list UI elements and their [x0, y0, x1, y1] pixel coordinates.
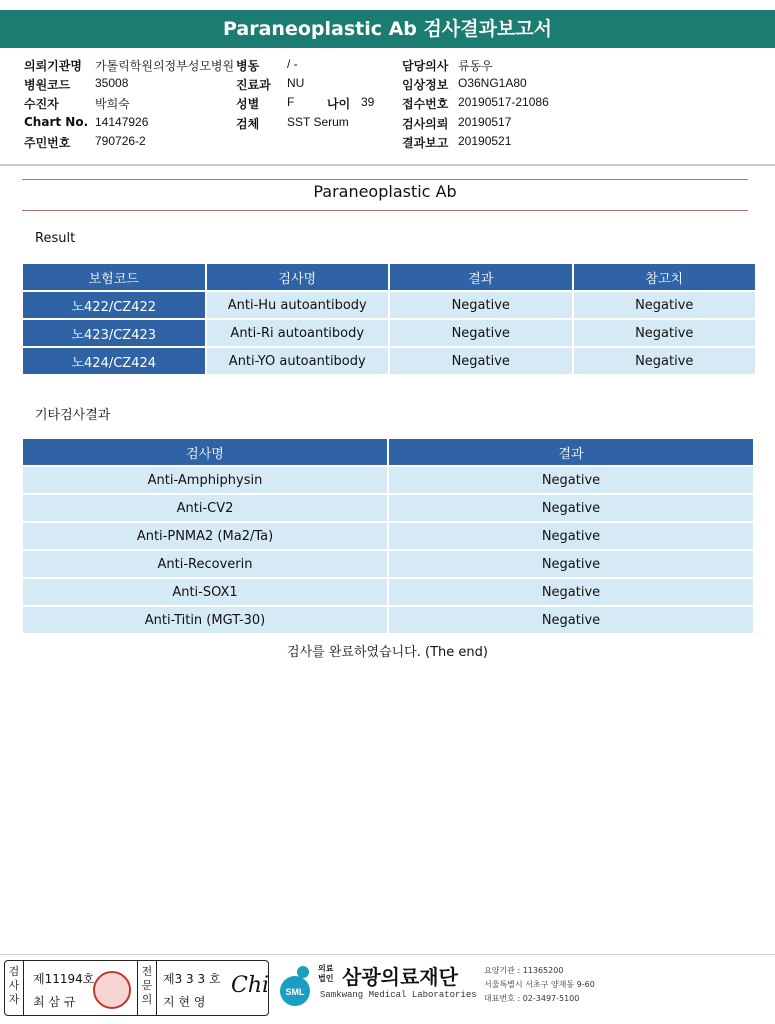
- report-date-label: 결과보고: [402, 136, 449, 150]
- specimen-value: SST Serum: [287, 115, 349, 129]
- tester-license: 제11194호: [33, 972, 95, 986]
- ward-label: 병동: [236, 59, 260, 73]
- other-table: [21, 437, 755, 635]
- test-name: Anti-PNMA2 (Ma2/Ta): [23, 523, 387, 549]
- sex-value: F: [287, 95, 295, 109]
- specialist-label: 전문의: [141, 965, 153, 1006]
- request-value: 20190517: [458, 115, 512, 129]
- sml-logo-icon: [276, 964, 314, 1008]
- col-result: 결과: [389, 439, 753, 465]
- table-row: [23, 551, 753, 577]
- dept-value: NU: [287, 76, 305, 90]
- test-result: Negative: [389, 495, 753, 521]
- physician-label: 담당의사: [402, 59, 449, 73]
- reference-value: Negative: [574, 348, 756, 374]
- test-result: Negative: [389, 579, 753, 605]
- divider: [156, 961, 157, 1015]
- test-result: Negative: [389, 523, 753, 549]
- test-result: Negative: [389, 551, 753, 577]
- signature-box: [4, 960, 269, 1016]
- reference-value: Negative: [574, 320, 756, 346]
- phone: 대표번호 : 02-3497-5100: [484, 994, 580, 1003]
- clinical-label: 임상정보: [402, 78, 449, 92]
- id-label: 주민번호: [24, 136, 71, 150]
- test-name: Anti-Recoverin: [23, 551, 387, 577]
- address: 서울특별시 서초구 양재동 9-60: [484, 980, 595, 989]
- table-row: [23, 348, 755, 374]
- recipient-value: 박희숙: [95, 97, 130, 111]
- result-caption: Result: [35, 231, 76, 246]
- dept-label: 진료과: [236, 78, 271, 92]
- specialist-name: 지 현 영: [163, 995, 206, 1009]
- reception-value: 20190517-21086: [458, 95, 549, 109]
- test-name: Anti-Amphiphysin: [23, 467, 387, 493]
- org-type-line1: 의료: [318, 964, 334, 973]
- test-name: Anti-YO autoantibody: [207, 348, 389, 374]
- signature: Chi: [231, 973, 270, 998]
- insurance-code: 노423/CZ423: [23, 320, 205, 346]
- insurance-code: 노422/CZ422: [23, 292, 205, 318]
- result-header-row: [23, 264, 755, 290]
- report-title: Paraneoplastic Ab 검사결과보고서: [0, 10, 775, 48]
- test-result: Negative: [390, 292, 572, 318]
- test-result: Negative: [390, 348, 572, 374]
- hospital-code-value: 35008: [95, 76, 129, 90]
- tester-label: 검사자: [8, 965, 20, 1006]
- test-result: Negative: [390, 320, 572, 346]
- test-name: Anti-CV2: [23, 495, 387, 521]
- end-note: 검사를 완료하였습니다. (The end): [287, 645, 488, 660]
- section-bottom-line: [22, 210, 748, 211]
- section-top-line: [22, 179, 748, 180]
- test-name: Anti-SOX1: [23, 579, 387, 605]
- section-title: Paraneoplastic Ab: [313, 182, 457, 201]
- id-value: 790726-2: [95, 134, 146, 148]
- table-row: [23, 607, 753, 633]
- table-row: [23, 579, 753, 605]
- col-reference: 참고치: [574, 264, 756, 290]
- tester-name: 최 삼 규: [33, 995, 76, 1009]
- insurance-code: 노424/CZ424: [23, 348, 205, 374]
- report-date-value: 20190521: [458, 134, 512, 148]
- table-row: [23, 467, 753, 493]
- hospital-code-label: 병원코드: [24, 78, 71, 92]
- test-name: Anti-Hu autoantibody: [207, 292, 389, 318]
- seal-icon: [93, 971, 131, 1009]
- test-result: Negative: [389, 607, 753, 633]
- org-name: 삼광의료재단: [342, 965, 458, 989]
- institution-label: 의뢰기관명: [24, 59, 82, 73]
- divider: [23, 961, 24, 1015]
- org-english-name: Samkwang Medical Laboratories: [320, 990, 477, 1000]
- specialist-license: 제3 3 3 호: [163, 972, 221, 986]
- other-header-row: [23, 439, 753, 465]
- col-result: 결과: [390, 264, 572, 290]
- table-row: [23, 320, 755, 346]
- col-insurance-code: 보험코드: [23, 264, 205, 290]
- result-table: [21, 262, 757, 376]
- table-row: [23, 495, 753, 521]
- col-test-name: 검사명: [207, 264, 389, 290]
- age-label: 나이: [327, 97, 351, 111]
- reception-label: 접수번호: [402, 97, 449, 111]
- table-row: [23, 292, 755, 318]
- physician-value: 류동우: [458, 59, 493, 73]
- age-value: 39: [361, 95, 375, 109]
- test-name: Anti-Ri autoantibody: [207, 320, 389, 346]
- col-test-name: 검사명: [23, 439, 387, 465]
- chart-value: 14147926: [95, 115, 149, 129]
- patient-info: [0, 52, 775, 166]
- care-number: 요양기관 : 11365200: [484, 966, 564, 975]
- ward-value: / -: [287, 57, 298, 71]
- logo-text: SML: [285, 987, 305, 997]
- footer: [0, 954, 775, 1024]
- sex-label: 성별: [236, 97, 260, 111]
- org-type: [318, 964, 333, 984]
- clinical-value: O36NG1A80: [458, 76, 527, 90]
- test-name: Anti-Titin (MGT-30): [23, 607, 387, 633]
- recipient-label: 수진자: [24, 97, 59, 111]
- request-label: 검사의뢰: [402, 117, 449, 131]
- institution-value: 가톨릭학원의정부성모병원: [95, 59, 235, 73]
- specimen-label: 검체: [236, 117, 260, 131]
- table-row: [23, 523, 753, 549]
- org-type-line2: 법인: [318, 974, 334, 983]
- test-result: Negative: [389, 467, 753, 493]
- other-caption: 기타검사결과: [35, 408, 111, 423]
- chart-label: Chart No.: [24, 115, 89, 129]
- reference-value: Negative: [574, 292, 756, 318]
